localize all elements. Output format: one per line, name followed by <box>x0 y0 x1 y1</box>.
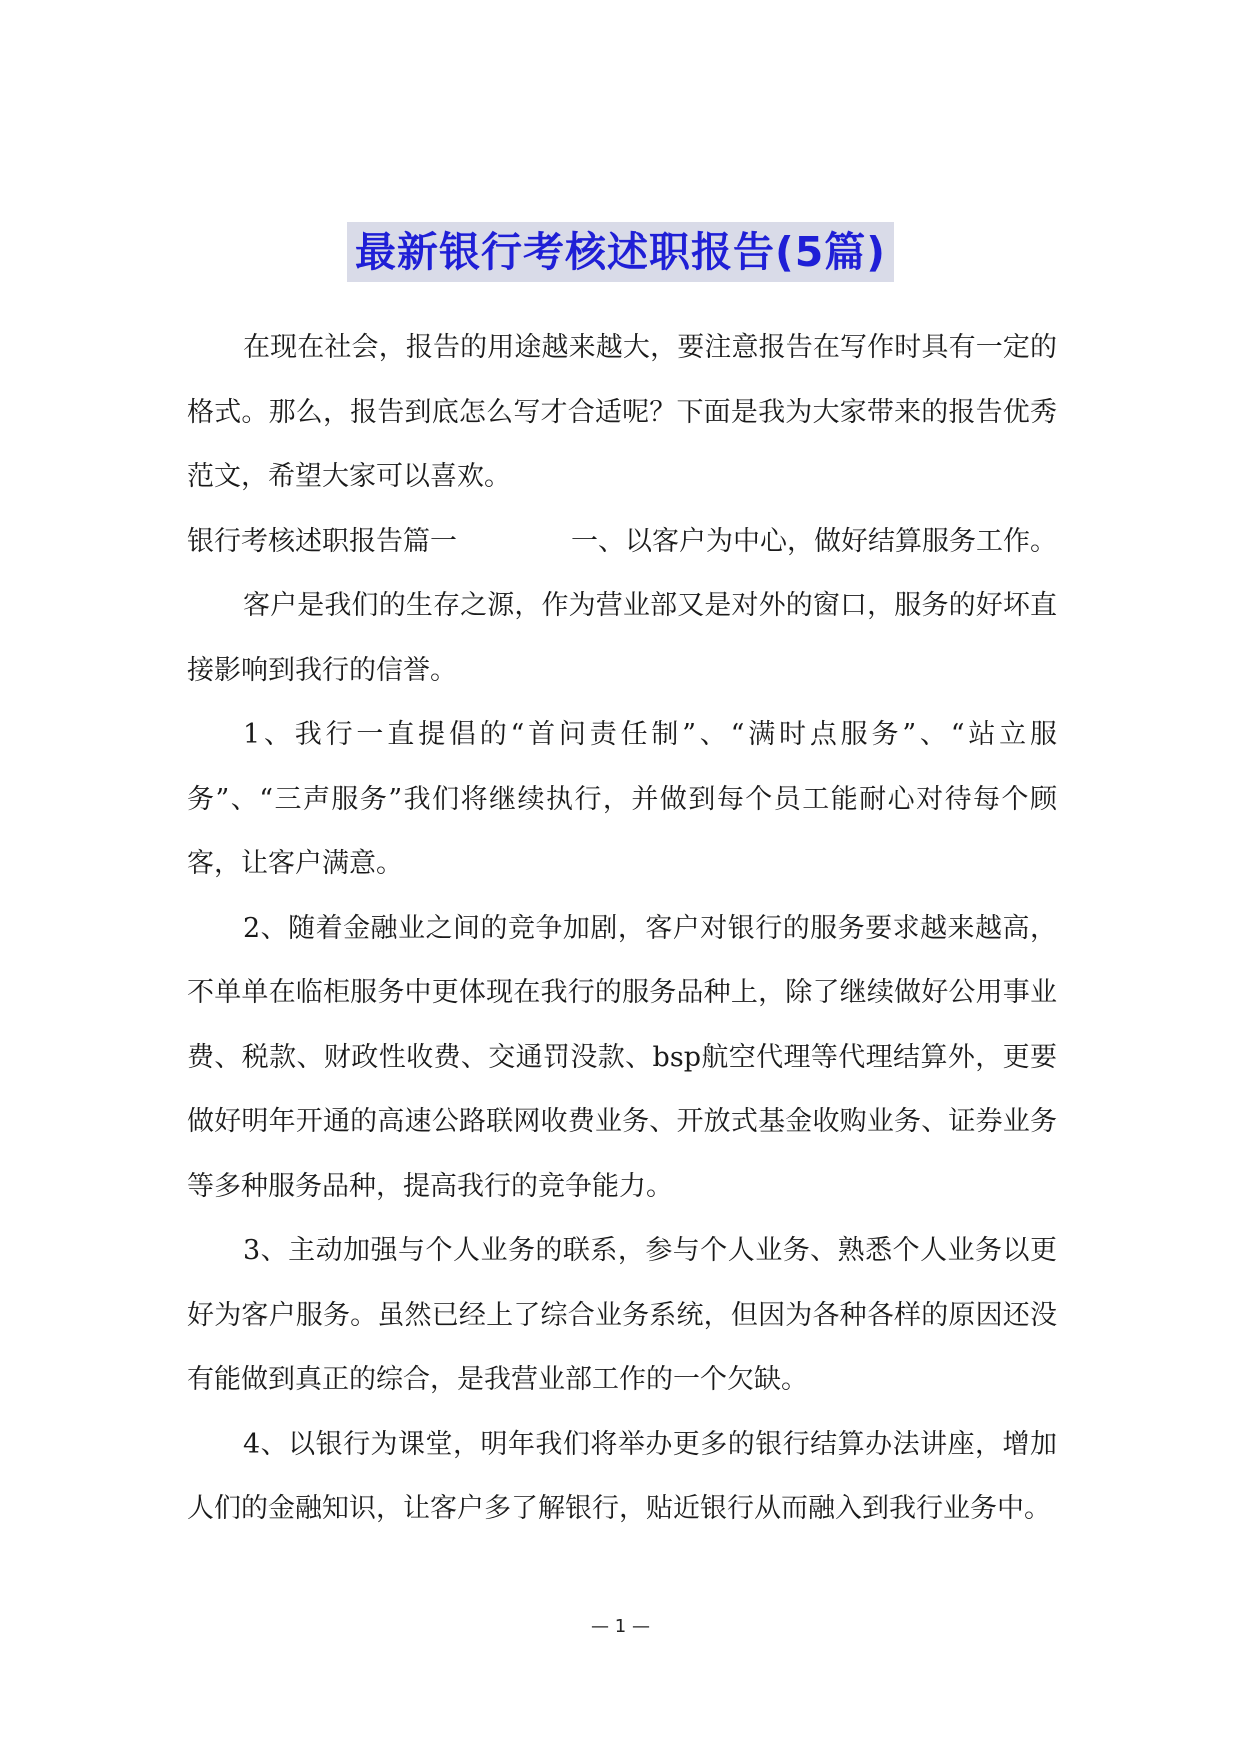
body-paragraph: 客户是我们的生存之源，作为营业部又是对外的窗口，服务的好坏直接影响到我行的信誉。 <box>187 590 1057 686</box>
list-item-4: 4、以银行为课堂，明年我们将举办更多的银行结算办法讲座，增加人们的金融知识，让客户多了解银行，贴近银行从而融入到我行业务中。 <box>187 1428 1057 1524</box>
document-title: 最新银行考核述职报告(5篇) <box>347 222 894 282</box>
list-item-2: 2、随着金融业之间的竞争加剧，客户对银行的服务要求越来越高，不单单在临柜服务中更体现在我行的服务品种上，除了继续做好公用事业费、税款、财政性收费、交通罚没款、bsp航空代理等代理结算外，更要做好明年开通的高速公路联网收费业务、开放式基金收购业务、证券业务等多种服务品种，提高我行的竞争能力。 <box>187 912 1057 1202</box>
section-heading-line <box>187 510 1057 575</box>
intro-paragraph: 在现在社会，报告的用途越来越大，要注意报告在写作时具有一定的格式。那么，报告到底怎么写才合适呢？下面是我为大家带来的报告优秀范文，希望大家可以喜欢。 <box>187 332 1057 492</box>
document-body <box>187 316 1057 1542</box>
title-container <box>0 222 1241 282</box>
section-heading: 银行考核述职报告篇一 <box>187 525 457 557</box>
page-number: — 1 — <box>591 1616 650 1637</box>
list-item-3: 3、主动加强与个人业务的联系，参与个人业务、熟悉个人业务以更好为客户服务。虽然已经上了综合业务系统，但因为各种各样的原因还没有能做到真正的综合，是我营业部工作的一个欠缺。 <box>187 1235 1057 1395</box>
section-subheading: 一、以客户为中心，做好结算服务工作。 <box>571 525 1057 557</box>
list-item-1: 1、我行一直提倡的“首问责任制”、“满时点服务”、“站立服务”、“三声服务”我们将继续执行，并做到每个员工能耐心对待每个顾客，让客户满意。 <box>187 719 1057 879</box>
